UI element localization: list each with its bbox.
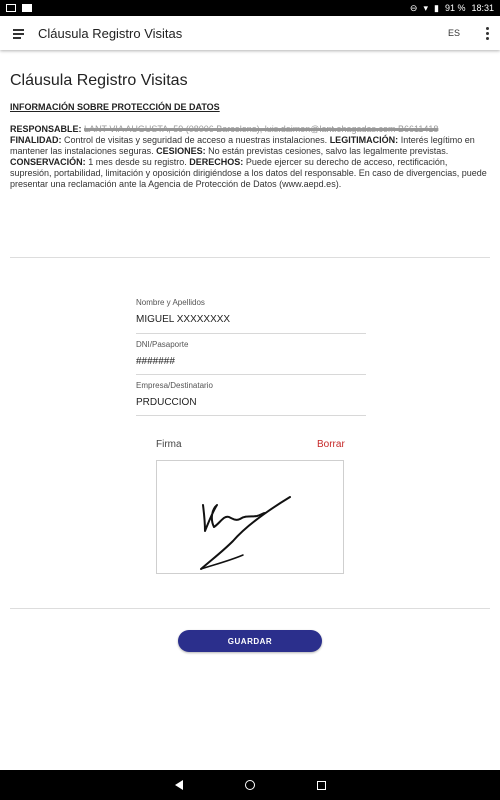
status-bar <box>0 0 500 16</box>
more-vert-icon <box>486 27 489 30</box>
divider-top <box>10 257 490 258</box>
save-button[interactable]: GUARDAR <box>178 630 322 652</box>
finalidad-label: FINALIDAD: <box>10 135 62 145</box>
signature-drawing <box>157 461 343 573</box>
signature-label: Firma <box>156 439 182 450</box>
cesiones-text: No están previstas cesiones, salvo las legalmente previstas. <box>208 146 449 156</box>
company-input[interactable] <box>136 397 366 408</box>
company-label: Empresa/Destinatario <box>136 381 213 390</box>
name-label: Nombre y Apellidos <box>136 298 205 307</box>
mail-icon <box>6 4 16 12</box>
clear-signature-button[interactable]: Borrar <box>317 439 345 450</box>
legitimacion-label: LEGITIMACIÓN: <box>329 135 399 145</box>
dni-field[interactable] <box>136 340 366 375</box>
wifi-icon: ▾ <box>423 2 428 13</box>
company-field[interactable] <box>136 381 366 416</box>
app-title: Cláusula Registro Visitas <box>38 25 183 41</box>
responsable-label: RESPONSABLE: <box>10 124 82 134</box>
name-field[interactable] <box>136 298 366 334</box>
signature-pad[interactable] <box>156 460 344 574</box>
legitimacion-text: Interés legítimo en mantener las instalaciones seguras. <box>10 135 475 156</box>
battery-icon: ▮ <box>434 2 439 13</box>
dni-label: DNI/Pasaporte <box>136 340 189 349</box>
finalidad-text: Control de visitas y seguridad de acceso a nuestras instalaciones. <box>64 135 328 145</box>
page-title: Cláusula Registro Visitas <box>10 72 188 89</box>
language-selector[interactable]: ES <box>447 28 460 38</box>
recent-apps-icon[interactable] <box>317 781 326 790</box>
responsable-value: LANT VIA AUGUSTA, 59 (08006 Barcelona), luis.daimon@lant.ohagadas.com B6611418 <box>84 124 439 134</box>
conservacion-text: 1 mes desde su registro. <box>88 157 187 167</box>
dnd-icon: ⊖ <box>409 2 418 13</box>
status-time: 18:31 <box>471 3 494 13</box>
derechos-label: DERECHOS: <box>189 157 244 167</box>
menu-icon <box>13 29 24 38</box>
dni-input[interactable] <box>136 356 366 367</box>
image-icon <box>22 4 32 12</box>
cesiones-label: CESIONES: <box>156 146 206 156</box>
battery-level: 91 % <box>444 3 466 13</box>
derechos-text: Puede ejercer su derecho de acceso, rectificación, supresión, portabilidad, limitación y oposición dirigiéndose a los datos del responsable. En caso de divergencias, puede presentar una reclamación ante la Agencia de Protección de Datos (www.aepd.es). <box>10 157 487 189</box>
section-title: INFORMACIÓN SOBRE PROTECCIÓN DE DATOS <box>10 102 220 112</box>
divider-bottom <box>10 608 490 609</box>
more-options-button[interactable] <box>474 16 500 50</box>
app-bar <box>0 16 500 50</box>
menu-button[interactable] <box>0 16 36 50</box>
back-icon[interactable] <box>175 780 183 790</box>
home-icon[interactable] <box>245 780 255 790</box>
conservacion-label: CONSERVACIÓN: <box>10 157 86 167</box>
name-input[interactable] <box>136 314 366 325</box>
legal-text <box>10 124 490 190</box>
navigation-bar <box>0 770 500 800</box>
